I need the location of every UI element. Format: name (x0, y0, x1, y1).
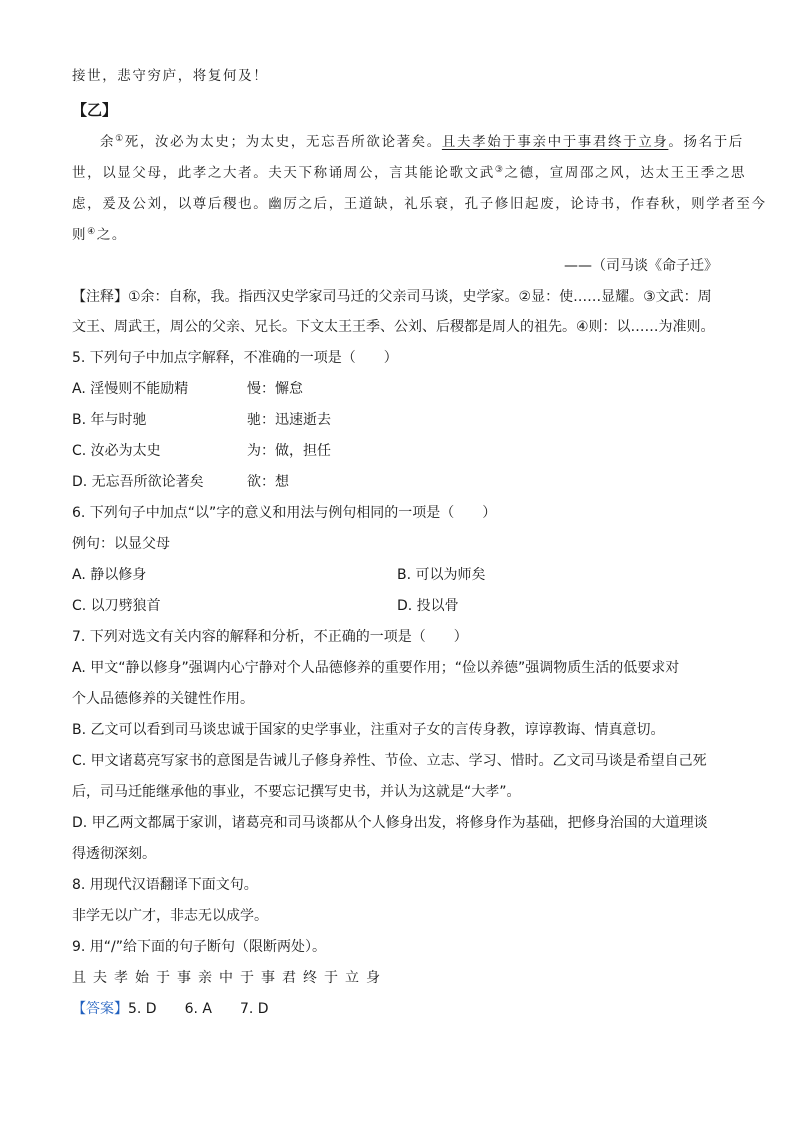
question-5-option-d: D. 无忘吾所欲论著矣 欲：想 (72, 474, 289, 490)
question-6-example: 例句：以显父母 (72, 536, 170, 552)
section-yi-tag: 【乙】 (72, 101, 118, 119)
question-5-option-c: C. 汝必为太史 为：做，担任 (72, 443, 331, 459)
question-6-option-c: C. 以刀劈狼首 (72, 598, 161, 614)
question-6-row-1 (72, 564, 486, 586)
passage-source: ——（司马谈《命子迁》 (564, 258, 718, 274)
question-8-stem: 8. 用现代汉语翻译下面文句。 (72, 877, 258, 893)
passage-yi-line-2: 世，以显父母，此孝之大者。夫天下称诵周公，言其能论歌文武③之德，宣周邵之风，达太王王季之思 (72, 165, 747, 181)
notes-line-1: 【注释】①余：自称，我。指西汉史学家司马迁的父亲司马谈，史学家。②显：使……显耀。③文武：周 (72, 289, 712, 305)
question-5-stem: 5. 下列句子中加点字解释，不准确的一项是（ ） (72, 350, 398, 366)
question-7-line-6: D. 甲乙两文都属于家训，诸葛亮和司马谈都从个人修身出发，将修身作为基础，把修身治国的大道理谈 (72, 815, 708, 831)
question-6-row-2 (72, 595, 459, 617)
passage-yi-line-4: 则④之。 (72, 227, 127, 243)
question-5-option-a: A. 淫慢则不能励精 慢：懈怠 (72, 381, 303, 397)
question-7-line-1: A. 甲文“静以修身”强调内心宁静对个人品德修养的重要作用；“俭以养德”强调物质生活的低要求对 (72, 660, 680, 676)
question-7-line-5: 后，司马迁能继承他的事业，不要忘记撰写史书，并认为这就是“大孝”。 (72, 784, 521, 800)
passage-yi-line-3: 虑，爰及公刘，以尊后稷也。幽厉之后，王道缺，礼乐衰，孔子修旧起废，论诗书，作春秋，则学者至今 (72, 196, 767, 212)
question-9-stem: 9. 用“/”给下面的句子断句（限断两处）。 (72, 939, 327, 955)
question-9-sentence: 且夫孝始于事亲中于事君终于立身 (72, 970, 387, 986)
underlined-sentence: 且夫孝始于事亲中于事君终于立身 (441, 134, 669, 150)
question-7-line-2: 个人品德修养的关键性作用。 (72, 691, 254, 707)
question-6-stem: 6. 下列句子中加点“以”字的意义和用法与例句相同的一项是（ ） (72, 505, 497, 521)
question-7-stem: 7. 下列对选文有关内容的解释和分析，不正确的一项是（ ） (72, 629, 468, 645)
notes-line-2: 文王、周武王，周公的父亲、兄长。下文太王王季、公刘、后稷都是周人的祖先。④则：以……为准则。 (72, 319, 715, 335)
passage-yi-line-1: 余①死，汝必为太史；为太史，无忘吾所欲论著矣。且夫孝始于事亲中于事君终于立身。扬名于后 (100, 134, 744, 150)
passage-jia-tail: 接世，悲守穷庐，将复何及！ (72, 68, 269, 84)
question-6-option-d: D. 投以骨 (397, 598, 459, 614)
answer-text: 5. D 6. A 7. D (128, 1001, 269, 1017)
question-6-option-a: A. 静以修身 (72, 567, 147, 583)
question-6-option-b: B. 可以为师矣 (397, 567, 486, 583)
question-7-line-7: 得透彻深刻。 (72, 846, 156, 862)
question-5-option-b: B. 年与时驰 驰：迅速逝去 (72, 412, 331, 428)
answer-line (72, 998, 269, 1020)
question-8-sentence: 非学无以广才，非志无以成学。 (72, 908, 268, 924)
question-7-line-3: B. 乙文可以看到司马谈忠诚于国家的史学事业，注重对子女的言传身教，谆谆教诲、情真意切。 (72, 722, 665, 738)
question-7-line-4: C. 甲文诸葛亮写家书的意图是告诫儿子修身养性、节俭、立志、学习、惜时。乙文司马谈是希望自己死 (72, 753, 707, 769)
answer-label: 【答案】 (72, 1001, 128, 1017)
